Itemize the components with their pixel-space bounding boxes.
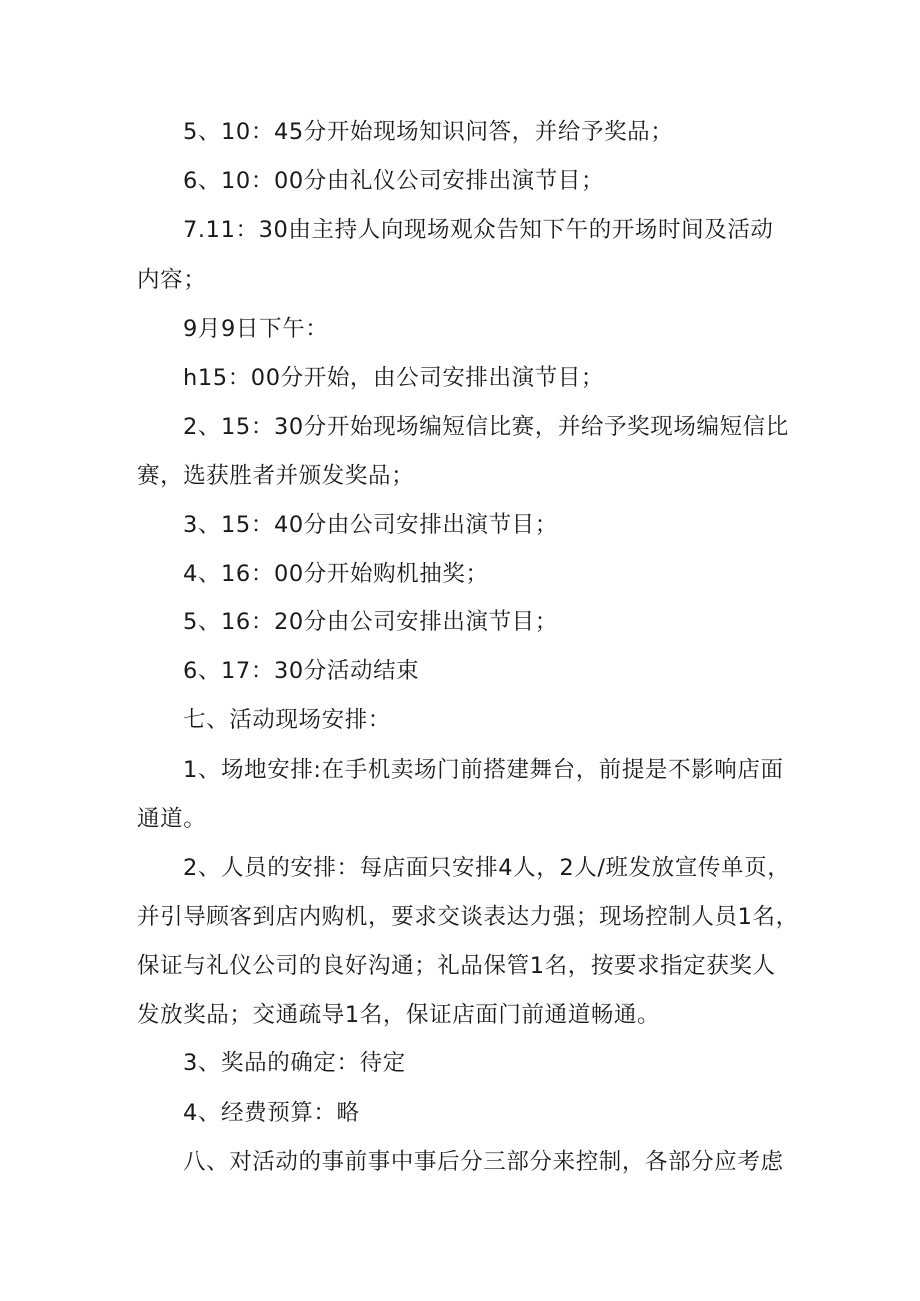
text-line: 5、16：20分由公司安排出演节目； [183, 609, 558, 635]
text-line: 4、16：00分开始购机抽奖； [183, 561, 489, 587]
section-heading: 八、对活动的事前事中事后分三部分来控制，各部分应考虑 [183, 1149, 784, 1175]
text-line: 内容； [137, 267, 207, 293]
text-line: 2、15：30分开始现场编短信比赛，并给予奖现场编短信比 [183, 414, 789, 440]
text-line: 3、奖品的确定：待定 [183, 1050, 406, 1076]
text-line: h15：00分开始，由公司安排出演节目； [183, 365, 605, 391]
text-line: 3、15：40分由公司安排出演节目； [183, 512, 558, 538]
text-line: 通道。 [137, 806, 207, 832]
text-line: 1、场地安排:在手机卖场门前搭建舞台，前提是不影响店面 [183, 757, 784, 783]
text-line: 9月9日下午： [183, 316, 329, 342]
text-line: 赛，选获胜者并颁发奖品； [137, 463, 415, 489]
text-line: 保证与礼仪公司的良好沟通；礼品保管1名，按要求指定获奖人 [137, 953, 776, 979]
text-line: 6、10：00分由礼仪公司安排出演节目； [183, 168, 605, 194]
text-line: 发放奖品；交通疏导1名，保证店面门前通道畅通。 [137, 1002, 661, 1028]
text-line: 5、10：45分开始现场知识问答，并给予奖品； [183, 119, 674, 145]
section-heading: 七、活动现场安排： [183, 707, 391, 733]
text-line: 2、人员的安排：每店面只安排4人，2人/班发放宣传单页， [183, 855, 791, 881]
text-line: 7.11：30由主持人向现场观众告知下午的开场时间及活动 [183, 217, 774, 243]
text-line: 4、经费预算：略 [183, 1100, 360, 1126]
text-line: 6、17：30分活动结束 [183, 658, 420, 684]
text-line: 并引导顾客到店内购机，要求交谈表达力强；现场控制人员1名， [137, 904, 799, 930]
